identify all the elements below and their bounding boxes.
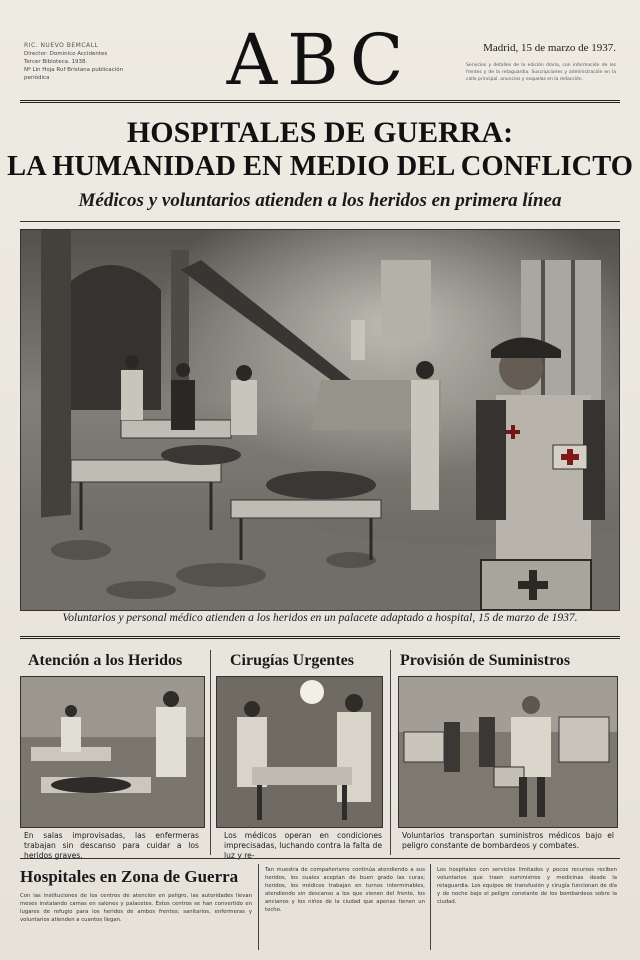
bottom-rule (20, 858, 620, 859)
column2-caption: Los médicos operan en condiciones imprecisadas, luchando contra la falta de luz y re- (224, 831, 382, 860)
dateline: Madrid, 15 de marzo de 1937. (483, 42, 616, 54)
bottom-column1-text: Con las instituciones de los centros de atención en peligro, las autoridades llevan meses instalando camas en salones y palacetes. Estos centros se han convertido en lugares de refugio para los heridos de ambos frentes; sanitarios, enfermeras y voluntarios atienden a cuantos llegan. (20, 893, 252, 923)
ear-right-text: Servicios y detalles de la edición diaria, con información de los frentes y de la retaguardia. Suscripciones y administración en la calle principal, anuncios y esquelas en la redacción. (466, 63, 616, 82)
subhead: Médicos y voluntarios atienden a los heridos en primera línea (78, 190, 562, 211)
column2-photo (216, 676, 383, 828)
ear-left-line2: Director: Dominico Accidentes (24, 51, 108, 57)
bottom-column2: Tan muestra de compañerismo continúa atendiendo a sus heridos, los cuales aceptan de buen grado las curas; heridos, los médicos trabajan en turnos interminables, atendiendo sin descanso a los que vienen del frente, los ancianos y los niños de la ciudad que apenas tienen un techo. (265, 867, 425, 913)
column1-title: Atención a los Heridos (28, 652, 183, 669)
masthead-rule (20, 100, 620, 103)
column2-title: Cirugías Urgentes (230, 652, 354, 669)
bottom-column3: Los hospitales con servicios limitados y pocos recursos reciben voluntarios que traen suministros y medicinas desde la retaguardia. Los equipos de transfusión y cirugía funcionan de día y de noche bajo el peligro constante de los bombardeos sobre la ciudad. (437, 867, 617, 905)
column1-photo (20, 676, 205, 828)
column-divider (430, 864, 431, 950)
section-rule (20, 636, 620, 639)
ear-left-line3: Tercer Bibloteca. 1938. (24, 59, 88, 65)
column-divider (390, 650, 391, 855)
bottom-column1 (20, 892, 252, 924)
headline-line2: LA HUMANIDAD EN MEDIO DEL CONFLICTO (7, 151, 633, 182)
masthead-title: ABC (226, 19, 414, 101)
main-photo (20, 229, 620, 611)
bottom-section-title: Hospitales en Zona de Guerra (20, 867, 239, 886)
ear-left-line4: Nº Lin Hoja Ruf Bristana publicación periódica (24, 67, 124, 81)
column3-photo (398, 676, 618, 828)
headline-line1: HOSPITALES DE GUERRA: (126, 116, 514, 149)
ear-left-line1: RIC. NUEVO BEMCALL (24, 42, 99, 49)
main-photo-caption: Voluntarios y personal médico atienden a los heridos en un palacete adaptado a hospital, 15 de marzo de 1937. (62, 612, 578, 624)
column3-caption: Voluntarios transportan suministros médicos bajo el peligro constante de bombardeos y combates. (402, 831, 614, 850)
column1-caption: En salas improvisadas, las enfermeras trabajan sin descanso para cuidar a los heridos graves. (24, 831, 199, 860)
subhead-rule (20, 221, 620, 222)
column3-title: Provisión de Suministros (400, 652, 571, 669)
column-divider (210, 650, 211, 855)
column-divider (258, 864, 259, 950)
